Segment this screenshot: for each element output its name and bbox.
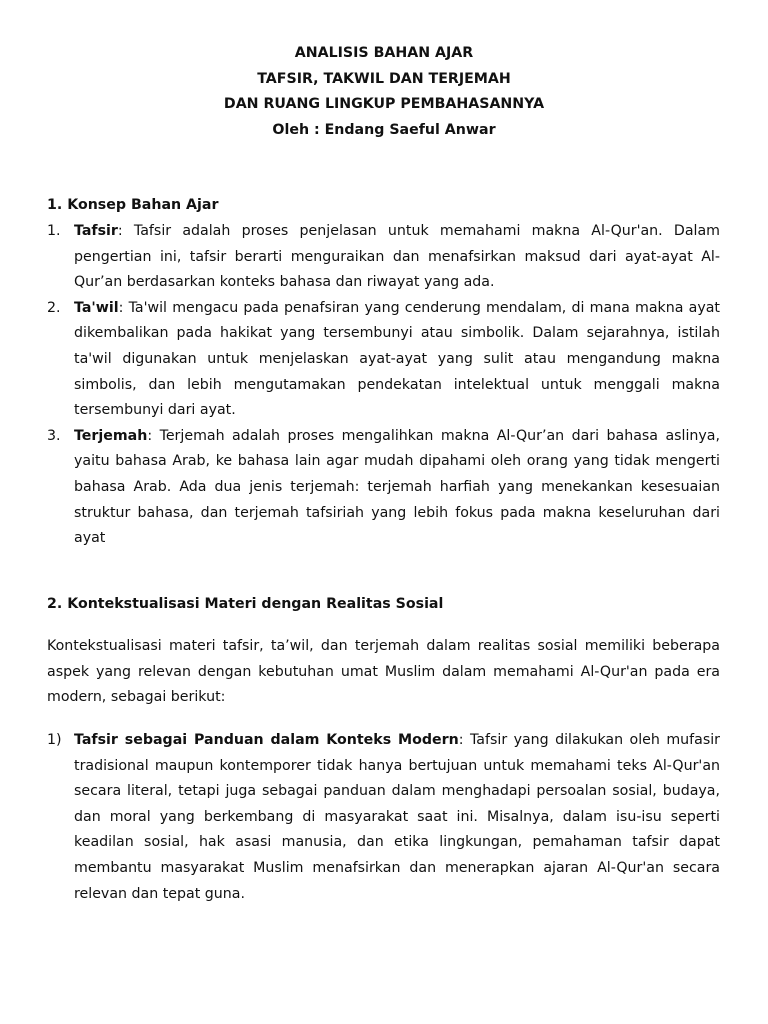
list-item [47,728,720,907]
list-item-text: : Terjemah adalah proses mengalihkan makna Al-Qur’an dari bahasa aslinya, yaitu bahasa Arab, ke bahasa lain agar mudah dipahami oleh orang yang tidak mengerti bahasa Arab. Ada dua jenis terjemah: terjemah harfiah yang menekankan kesesuaian struktur bahasa, dan terjemah tafsiriah yang lebih fokus pada makna keseluruhan dari ayat [74,427,720,547]
section-1-heading: 1. Konsep Bahan Ajar [47,197,219,213]
document-title-block [0,41,768,143]
section-1-list [47,219,720,552]
list-item [47,296,720,424]
section-2-intro: Kontekstualisasi materi tafsir, ta’wil, dan terjemah dalam realitas sosial memiliki beberapa aspek yang relevan dengan kebutuhan umat Muslim dalam memahami Al-Qur'an pada era modern, sebagai berikut: [47,638,720,706]
author-line: Oleh : Endang Saeful Anwar [272,121,496,138]
list-item-number: 1) [47,732,62,748]
section-2-heading: 2. Kontekstualisasi Materi dengan Realitas Sosial [47,596,444,612]
section-2-list [47,728,720,907]
list-item-term: Terjemah [74,427,148,444]
list-item-term: Tafsir [74,223,118,239]
list-item-text: : Ta'wil mengacu pada penafsiran yang cenderung mendalam, di mana makna ayat dikembalikan pada hakikat yang tersembunyi atau simbolik. Dalam sejarahnya, istilah ta'wil digunakan untuk menjelaskan ayat-ayat yang sulit atau mengandung makna simbolis, dan lebih mengutamakan pendekatan intelektual untuk menggali makna tersembunyi dari ayat. [74,299,720,419]
list-item-term: Ta'wil [74,299,119,316]
list-item-text: : Tafsir yang dilakukan oleh mufasir tradisional maupun kontemporer tidak hanya bertujuan untuk memahami teks Al-Qur'an secara literal, tetapi juga sebagai panduan dalam menghadapi persoalan sosial, budaya, dan moral yang berkembang di masyarakat saat ini. Misalnya, dalam isu-isu seperti keadilan sosial, hak asasi manusia, dan etika lingkungan, pemahaman tafsir dapat membantu masyarakat Muslim menafsirkan dan menerapkan ajaran Al-Qur'an secara relevan dan tepat guna. [74,732,720,902]
list-item-number: 3. [47,427,61,444]
list-item-text: : Tafsir adalah proses penjelasan untuk memahami makna Al-Qur'an. Dalam pengertian ini, tafsir berarti menguraikan dan menafsirkan maksud dari ayat-ayat Al-Qur’an berdasarkan konteks bahasa dan riwayat yang ada. [74,223,720,291]
list-item-number: 2. [47,299,61,316]
title-line-2: TAFSIR, TAKWIL DAN TERJEMAH [257,70,511,87]
list-item [47,219,720,296]
title-line-3: DAN RUANG LINGKUP PEMBAHASANNYA [223,96,545,113]
title-line-1: ANALISIS BAHAN AJAR [294,45,474,61]
list-item-number: 1. [47,223,61,239]
list-item [47,424,720,552]
list-item-term: Tafsir sebagai Panduan dalam Konteks Modern [74,732,459,748]
